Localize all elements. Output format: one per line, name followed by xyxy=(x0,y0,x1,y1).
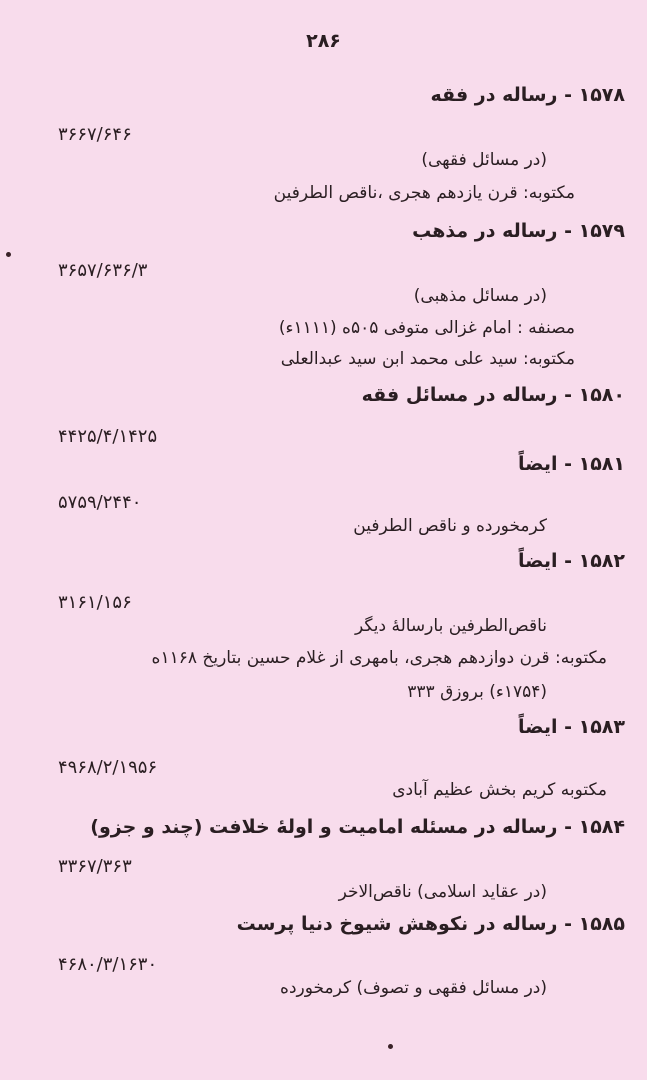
entry-note: (۱۷۵۴ء) بروزق ۳۳۳ xyxy=(407,682,547,702)
entry-title: ۱۵۸۰ - رساله در مسائل فقه xyxy=(361,384,625,406)
entry-title: ۱۵۸۵ - رساله در نکوهش شیوخ دنیا پرست xyxy=(236,913,625,935)
call-number: ۴۴۲۵/۴/۱۴۲۵ xyxy=(58,426,158,447)
entry-title: ۱۵۸۱ - ایضاً xyxy=(517,453,625,475)
entry-title: ۱۵۷۹ - رساله در مذهب xyxy=(412,220,625,242)
entry-note: مصنفه : امام غزالی متوفی ۵۰۵ه (۱۱۱۱ء) xyxy=(278,318,575,338)
entry-title: ۱۵۸۲ - ایضاً xyxy=(517,550,625,572)
ink-dot xyxy=(388,1044,393,1049)
entry-note: (در مسائل فقهی) xyxy=(421,150,547,170)
entry-note: مکتوبه: سید علی محمد ابن سید عبدالعلی xyxy=(280,349,575,369)
entry-note: مکتوبه: قرن دوازدهم هجری، بامهری از غلام حسین بتاریخ ۱۱۶۸ه xyxy=(151,648,607,668)
entry-note: کرمخورده و ناقص الطرفین xyxy=(353,516,547,536)
entry-note: (در عقاید اسلامی) ناقص‌الاخر xyxy=(338,882,547,902)
entry-note: (در مسائل فقهی و تصوف) کرمخورده xyxy=(280,978,547,998)
call-number: ۳۱۶۱/۱۵۶ xyxy=(58,592,132,613)
entry-note: ناقص‌الطرفین بارسالهٔ دیگر xyxy=(354,616,547,636)
call-number: ۳۶۶۷/۶۴۶ xyxy=(58,124,132,145)
ink-dot xyxy=(6,252,11,257)
call-number: ۴۶۸۰/۳/۱۶۳۰ xyxy=(58,954,158,975)
call-number: ۳۳۶۷/۳۶۳ xyxy=(58,856,132,877)
entry-note: (در مسائل مذهبی) xyxy=(413,286,547,306)
entry-title: ۱۵۷۸ - رساله در فقه xyxy=(430,84,625,106)
entry-title: ۱۵۸۳ - ایضاً xyxy=(517,716,625,738)
entry-note: مکتوبه: قرن یازدهم هجری ،ناقص الطرفین xyxy=(273,183,575,203)
call-number: ۳۶۵۷/۶۳۶/۳ xyxy=(58,260,148,281)
call-number: ۵۷۵۹/۲۴۴۰ xyxy=(58,492,142,513)
entry-title: ۱۵۸۴ - رساله در مسئله امامیت و اولهٔ خلافت (چند و جزو) xyxy=(90,816,625,838)
page-number: ۲۸۶ xyxy=(306,30,341,52)
entry-note: مکتوبه کریم بخش عظیم آبادی xyxy=(392,780,607,800)
call-number: ۴۹۶۸/۲/۱۹۵۶ xyxy=(58,757,158,778)
